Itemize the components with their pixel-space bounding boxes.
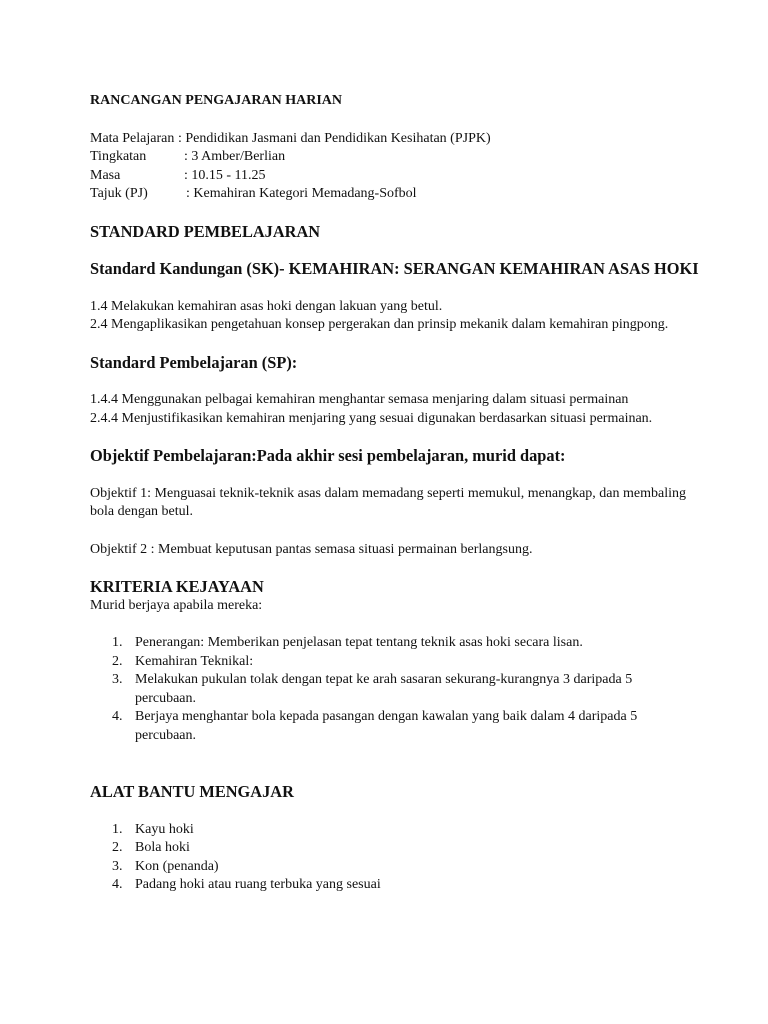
list-text: Melakukan pukulan tolak dengan tepat ke arah sasaran sekurang-kurangnya 3 daripada 5 percubaan. [135,672,633,706]
list-text: Kon (penanda) [135,858,219,874]
standard-pembelajaran-heading: STANDARD PEMBELAJARAN [90,221,321,241]
sp-heading: Standard Pembelajaran (SP): [90,352,298,372]
list-number: 2. [112,653,123,669]
objektif-1: Objektif 1: Menguasai teknik-teknik asas dalam memadang seperti memukul, menangkap, dan membaling bola dengan betul. [90,485,687,519]
list-text: Kayu hoki [135,821,194,837]
objektif-2: Objektif 2 : Membuat keputusan pantas semasa situasi permainan berlangsung. [90,541,533,557]
meta-value: : Kemahiran Kategori Memadang-Sofbol [186,186,417,201]
meta-label: Masa [90,167,121,183]
meta-label: Tingkatan [90,149,147,164]
list-item [90,858,710,877]
meta-label: Tajuk (PJ) [90,186,148,201]
sk-item: 1.4 Melakukan kemahiran asas hoki dengan lakuan yang betul. [90,298,443,314]
abm-list [90,821,710,895]
meta-block [90,130,710,204]
list-number: 1. [112,635,123,650]
abm-heading: ALAT BANTU MENGAJAR [90,782,294,801]
meta-row-topic [90,185,710,204]
list-text: Penerangan: Memberikan penjelasan tepat tentang teknik asas hoki secara lisan. [135,635,583,650]
kriteria-list [90,634,710,745]
list-item [90,821,710,840]
meta-row-subject [90,130,710,149]
meta-value: : Pendidikan Jasmani dan Pendidikan Kesihatan (PJPK) [178,130,491,146]
list-text: Kemahiran Teknikal: [135,653,254,669]
list-item [90,653,710,672]
list-number: 4. [112,709,123,724]
sk-item: 2.4 Mengaplikasikan pengetahuan konsep pergerakan dan prinsip mekanik dalam kemahiran pingpong. [90,317,669,332]
sk-heading: Standard Kandungan (SK)- KEMAHIRAN: SERANGAN KEMAHIRAN ASAS HOKI [90,259,699,278]
list-text: Bola hoki [135,840,190,855]
meta-value: : 10.15 - 11.25 [184,167,266,183]
meta-row-level [90,148,710,167]
list-number: 3. [112,858,123,874]
meta-label: Mata Pelajaran [90,130,175,146]
list-number: 3. [112,672,123,687]
objektif-heading: Objektif Pembelajaran:Pada akhir sesi pembelajaran, murid dapat: [90,446,566,465]
list-number: 2. [112,840,123,855]
document-content [90,92,710,895]
meta-value: : 3 Amber/Berlian [184,149,286,164]
list-number: 4. [112,877,123,892]
list-item [90,876,710,895]
sp-item: 1.4.4 Menggunakan pelbagai kemahiran menghantar semasa menjaring dalam situasi permainan [90,392,629,407]
sp-item: 2.4.4 Menjustifikasikan kemahiran menjaring yang sesuai digunakan berdasarkan situasi permainan. [90,410,653,426]
list-number: 1. [112,821,123,837]
list-item [90,839,710,858]
list-item [90,671,710,708]
list-text: Padang hoki atau ruang terbuka yang sesuai [135,877,381,892]
kriteria-intro: Murid berjaya apabila mereka: [90,597,263,613]
list-item [90,708,710,745]
meta-row-time [90,167,710,186]
list-item [90,634,710,653]
kriteria-heading: KRITERIA KEJAYAAN [90,577,264,596]
list-text: Berjaya menghantar bola kepada pasangan dengan kawalan yang baik dalam 4 daripada 5 percubaan. [135,709,638,743]
document-title: RANCANGAN PENGAJARAN HARIAN [90,93,342,108]
